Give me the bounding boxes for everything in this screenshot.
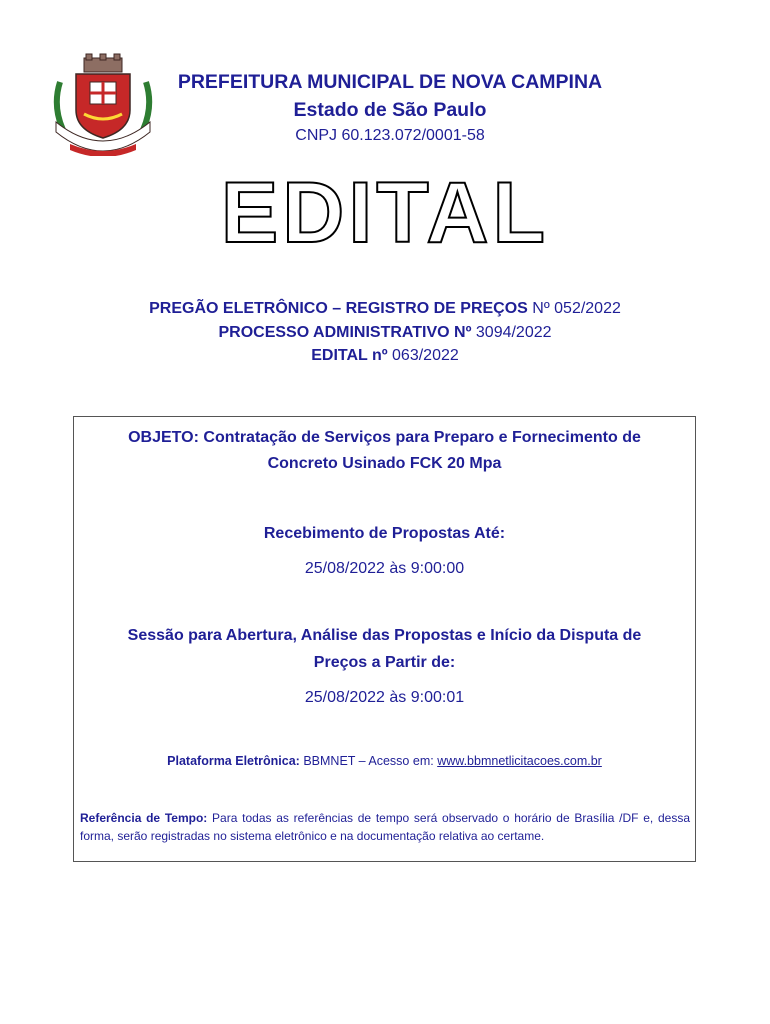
prefeitura-name: PREFEITURA MUNICIPAL DE NOVA CAMPINA: [177, 71, 603, 93]
sessao-label-line1: Sessão para Abertura, Análise das Propostas e Início da Disputa de: [127, 627, 642, 644]
pregao-line: PREGÃO ELETRÔNICO – REGISTRO DE PREÇOS Nº 052/2022: [149, 300, 621, 317]
municipal-crest-icon: [50, 52, 156, 156]
sessao-date: 25/08/2022 às 9:00:01: [304, 689, 465, 706]
recebimento-label: Recebimento de Propostas Até:: [263, 525, 506, 542]
objeto-line2: Concreto Usinado FCK 20 Mpa: [267, 455, 502, 472]
sessao-label-line2: Preços a Partir de:: [313, 654, 456, 671]
edital-title-text: EDITAL: [220, 168, 550, 258]
edital-number-line: EDITAL nº 063/2022: [311, 347, 459, 364]
plataforma-link[interactable]: www.bbmnetlicitacoes.com.br: [437, 754, 602, 768]
edital-title: [0, 168, 770, 258]
plataforma-line: Plataforma Eletrônica: BBMNET – Acesso em: www.bbmnetlicitacoes.com.br: [167, 754, 602, 768]
cnpj: CNPJ 60.123.072/0001-58: [295, 127, 485, 144]
summary-box: [73, 416, 696, 862]
objeto-line1: OBJETO: Contratação de Serviços para Preparo e Fornecimento de: [128, 429, 641, 446]
processo-line: PROCESSO ADMINISTRATIVO Nº 3094/2022: [218, 324, 552, 341]
referencia-tempo: Referência de Tempo: Para todas as referências de tempo será observado o horário de Brasília /DF e, dessa forma, serão registradas no sistema eletrônico e na documentação relativa ao certame.: [80, 811, 690, 843]
state-name: Estado de São Paulo: [293, 99, 487, 121]
recebimento-date: 25/08/2022 às 9:00:00: [304, 560, 465, 577]
document-header: [0, 0, 770, 170]
